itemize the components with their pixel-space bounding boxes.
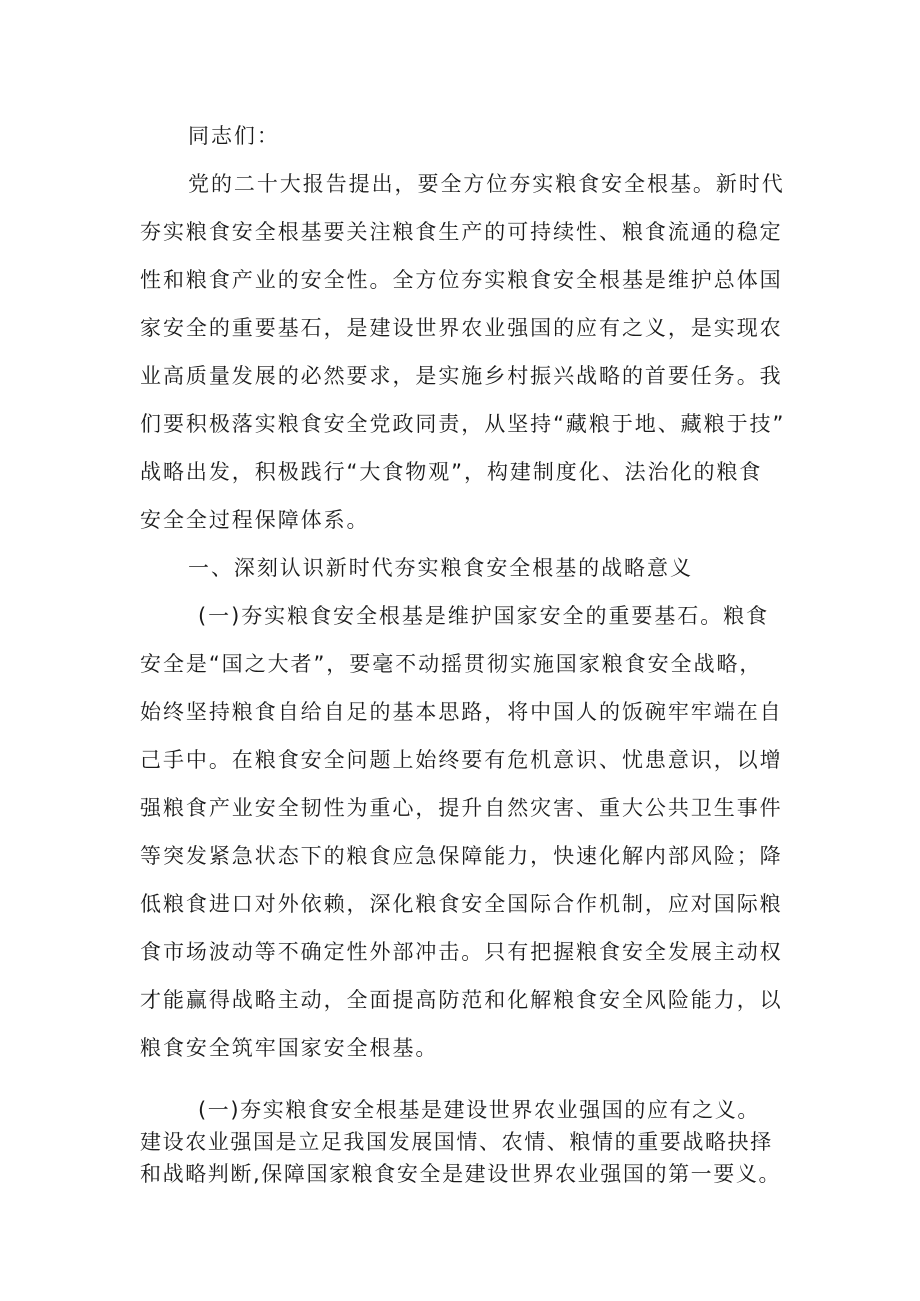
subsection-heading-line: (一)夯实粮食安全根基是建设世界农业强国的应有之义。	[198, 1098, 760, 1122]
paragraph-line: 党的二十大报告提出，要全方位夯实粮食安全根基。新时代	[188, 172, 785, 196]
paragraph-line: 安全是“国之大者”，要毫不动摇贯彻实施国家粮食安全战略，	[140, 652, 763, 676]
salutation: 同志们：	[188, 124, 280, 148]
paragraph-line: 始终坚持粮食自给自足的基本思路，将中国人的饭碗牢牢端在自	[140, 700, 783, 724]
paragraph-line: 己手中。在粮食安全问题上始终要有危机意识、忧患意识，以增	[140, 748, 783, 772]
subsection-1-paragraph	[140, 592, 790, 1072]
paragraph-line: 建设农业强国是立足我国发展国情、农情、粮情的重要战略抉择	[140, 1130, 773, 1154]
paragraph-line: 们要积极落实粮食安全党政同责，从坚持“藏粮于地、藏粮于技”	[140, 412, 786, 436]
paragraph-line: 安全全过程保障体系。	[140, 508, 370, 532]
intro-paragraph	[140, 160, 790, 544]
subsection-2-paragraph	[140, 1094, 800, 1190]
paragraph-line: 夯实粮食安全根基要关注粮食生产的可持续性、粮食流通的稳定	[140, 220, 783, 244]
subsection-heading-line: (一)夯实粮食安全根基是维护国家安全的重要基石。粮食	[198, 604, 770, 628]
section-heading: 一、深刻认识新时代夯实粮食安全根基的战略意义	[188, 556, 693, 580]
paragraph-line: 低粮食进口对外依赖，深化粮食安全国际合作机制，应对国际粮	[140, 892, 783, 916]
paragraph-line: 粮食安全筑牢国家安全根基。	[140, 1036, 439, 1060]
paragraph-line: 才能赢得战略主动，全面提高防范和化解粮食安全风险能力，以	[140, 988, 783, 1012]
paragraph-line: 食市场波动等不确定性外部冲击。只有把握粮食安全发展主动权	[140, 940, 783, 964]
paragraph-line: 和战略判断,保障国家粮食安全是建设世界农业强国的第一要义。	[140, 1162, 782, 1186]
paragraph-line: 业高质量发展的必然要求，是实施乡村振兴战略的首要任务。我	[140, 364, 783, 388]
paragraph-line: 等突发紧急状态下的粮食应急保障能力，快速化解内部风险；降	[140, 844, 783, 868]
paragraph-line: 强粮食产业安全韧性为重心，提升自然灾害、重大公共卫生事件	[140, 796, 783, 820]
paragraph-line: 性和粮食产业的安全性。全方位夯实粮食安全根基是维护总体国	[140, 268, 783, 292]
paragraph-line: 战略出发，积极践行“大食物观”，构建制度化、法治化的粮食	[140, 460, 763, 484]
paragraph-line: 家安全的重要基石，是建设世界农业强国的应有之义，是实现农	[140, 316, 783, 340]
document-body	[140, 112, 790, 1072]
